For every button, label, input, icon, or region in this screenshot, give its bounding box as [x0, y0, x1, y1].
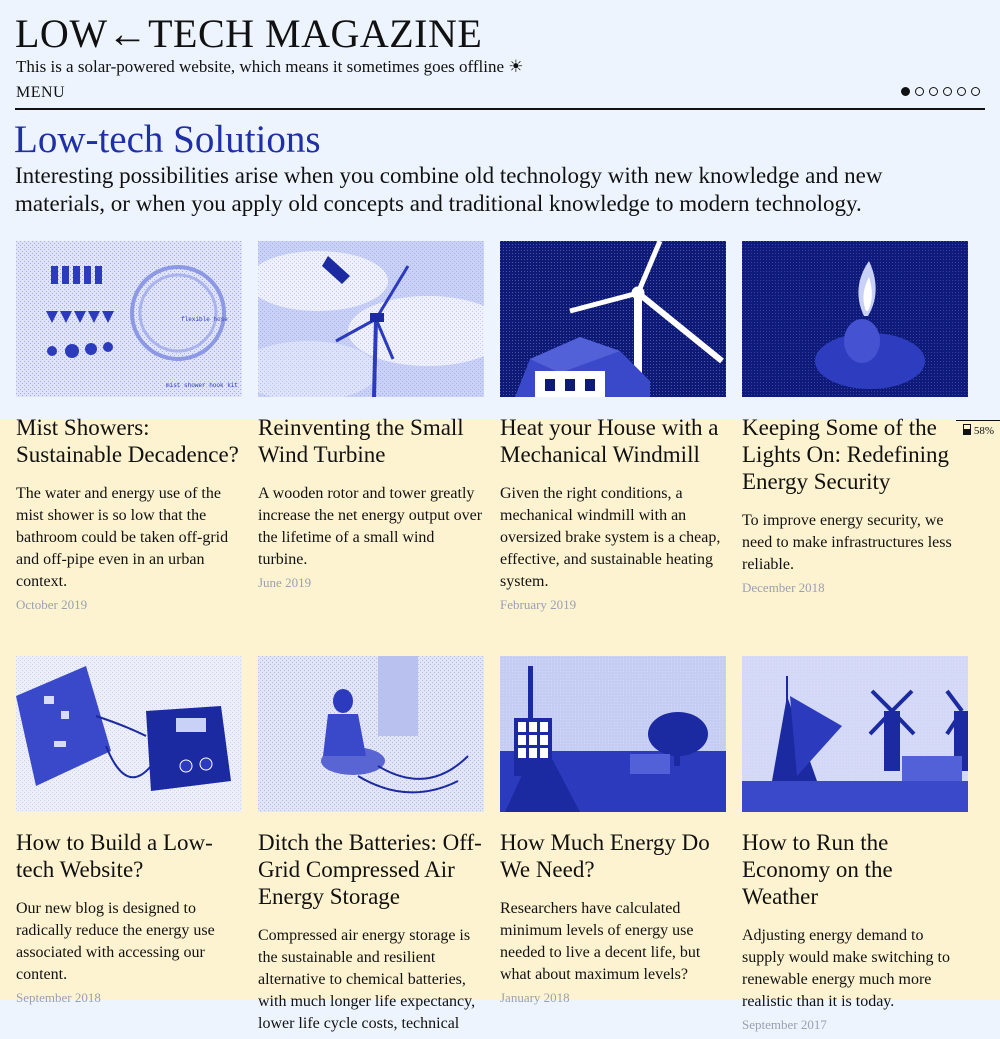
- article-thumbnail[interactable]: [742, 241, 968, 397]
- thumb-caption-kit: mist shower hook kit: [166, 382, 239, 389]
- article-excerpt: The water and energy use of the mist shower is so low that the bathroom could be taken off-grid and off-pipe even in an urban context.: [16, 485, 229, 590]
- article-thumbnail[interactable]: [500, 656, 726, 812]
- section-intro: Interesting possibilities arise when you combine old technology with new knowledge and new materials, or when you apply old concepts and traditional knowledge to modern technology.: [15, 163, 883, 216]
- article-excerpt: Researchers have calculated minimum levels of energy use needed to live a decent life, but what about maximum levels?: [500, 900, 701, 983]
- article-date: June 2019: [258, 575, 312, 590]
- article-card[interactable]: [16, 241, 242, 613]
- article-card[interactable]: [16, 656, 242, 1039]
- article-excerpt: Adjusting energy demand to supply would make switching to renewable energy much more realistic than it is today.: [742, 927, 950, 1010]
- slide-dot[interactable]: [901, 87, 910, 96]
- article-card[interactable]: [500, 241, 726, 613]
- article-thumbnail[interactable]: [742, 656, 968, 812]
- article-excerpt: Compressed air energy storage is the sustainable and resilient alternative to chemical batteries, with much longer life expectancy, lower life cycle costs, technical: [258, 927, 476, 1032]
- article-title[interactable]: Ditch the Batteries: Off-Grid Compressed Air Energy Storage: [258, 830, 482, 909]
- article-title[interactable]: How to Build a Low-tech Website?: [16, 830, 213, 882]
- article-date: January 2018: [500, 990, 570, 1005]
- windmill-house-image: [500, 241, 726, 397]
- article-date: February 2019: [500, 597, 577, 612]
- slide-dot[interactable]: [943, 87, 952, 96]
- solar-panel-village-image: [500, 656, 726, 812]
- slide-dot[interactable]: [957, 87, 966, 96]
- article-title[interactable]: How to Run the Economy on the Weather: [742, 830, 893, 909]
- site-logo[interactable]: LOW←TECH MAGAZINE: [15, 11, 483, 56]
- mist-shower-kit-image: [16, 241, 242, 397]
- article-thumbnail[interactable]: [258, 656, 484, 812]
- article-title[interactable]: Mist Showers: Sustainable Decadence?: [16, 415, 239, 467]
- slide-dot[interactable]: [915, 87, 924, 96]
- article-date: December 2018: [742, 580, 825, 595]
- article-excerpt: A wooden rotor and tower greatly increase the net energy output over the lifetime of a small wind turbine.: [258, 485, 483, 568]
- article-excerpt: Our new blog is designed to radically reduce the energy use associated with accessing our content.: [16, 900, 215, 983]
- article-title[interactable]: Reinventing the Small Wind Turbine: [258, 415, 464, 467]
- article-thumbnail[interactable]: [16, 241, 242, 397]
- article-title[interactable]: Heat your House with a Mechanical Windmill: [500, 415, 719, 467]
- slide-dot[interactable]: [971, 87, 980, 96]
- article-card[interactable]: [742, 656, 968, 1039]
- battery-level: 58%: [973, 425, 994, 437]
- article-card[interactable]: [258, 656, 484, 1039]
- small-wind-turbine-image: [258, 241, 484, 397]
- lighter-flame-image: [742, 241, 968, 397]
- article-date: September 2017: [742, 1017, 827, 1032]
- solar-server-image: [16, 656, 242, 812]
- article-title[interactable]: How Much Energy Do We Need?: [500, 830, 710, 882]
- slide-dot[interactable]: [929, 87, 938, 96]
- thumb-caption-hose: flexible hose: [181, 316, 228, 323]
- article-card[interactable]: [500, 656, 726, 1039]
- compressed-air-tank-image: [258, 656, 484, 812]
- article-thumbnail[interactable]: [500, 241, 726, 397]
- header-divider: [15, 108, 985, 110]
- article-excerpt: To improve energy security, we need to make infrastructures less reliable.: [742, 512, 952, 573]
- article-thumbnail[interactable]: [16, 656, 242, 812]
- article-grid: [16, 241, 984, 1039]
- article-thumbnail[interactable]: [258, 241, 484, 397]
- section-title: Low-tech Solutions: [14, 118, 321, 161]
- article-date: October 2019: [16, 597, 88, 612]
- article-card[interactable]: [258, 241, 484, 613]
- article-title[interactable]: Keeping Some of the Lights On: Redefining Energy Security: [742, 415, 949, 494]
- slide-indicator: [901, 87, 980, 96]
- sailing-ship-windmills-image: [742, 656, 968, 812]
- menu-button[interactable]: MENU: [16, 84, 66, 101]
- article-excerpt: Given the right conditions, a mechanical windmill with an oversized brake system is a cheap, effective, and sustainable heating system.: [500, 485, 721, 590]
- article-date: September 2018: [16, 990, 101, 1005]
- article-card[interactable]: [742, 241, 968, 613]
- site-tagline: This is a solar-powered website, which means it sometimes goes offline ☀: [16, 57, 524, 76]
